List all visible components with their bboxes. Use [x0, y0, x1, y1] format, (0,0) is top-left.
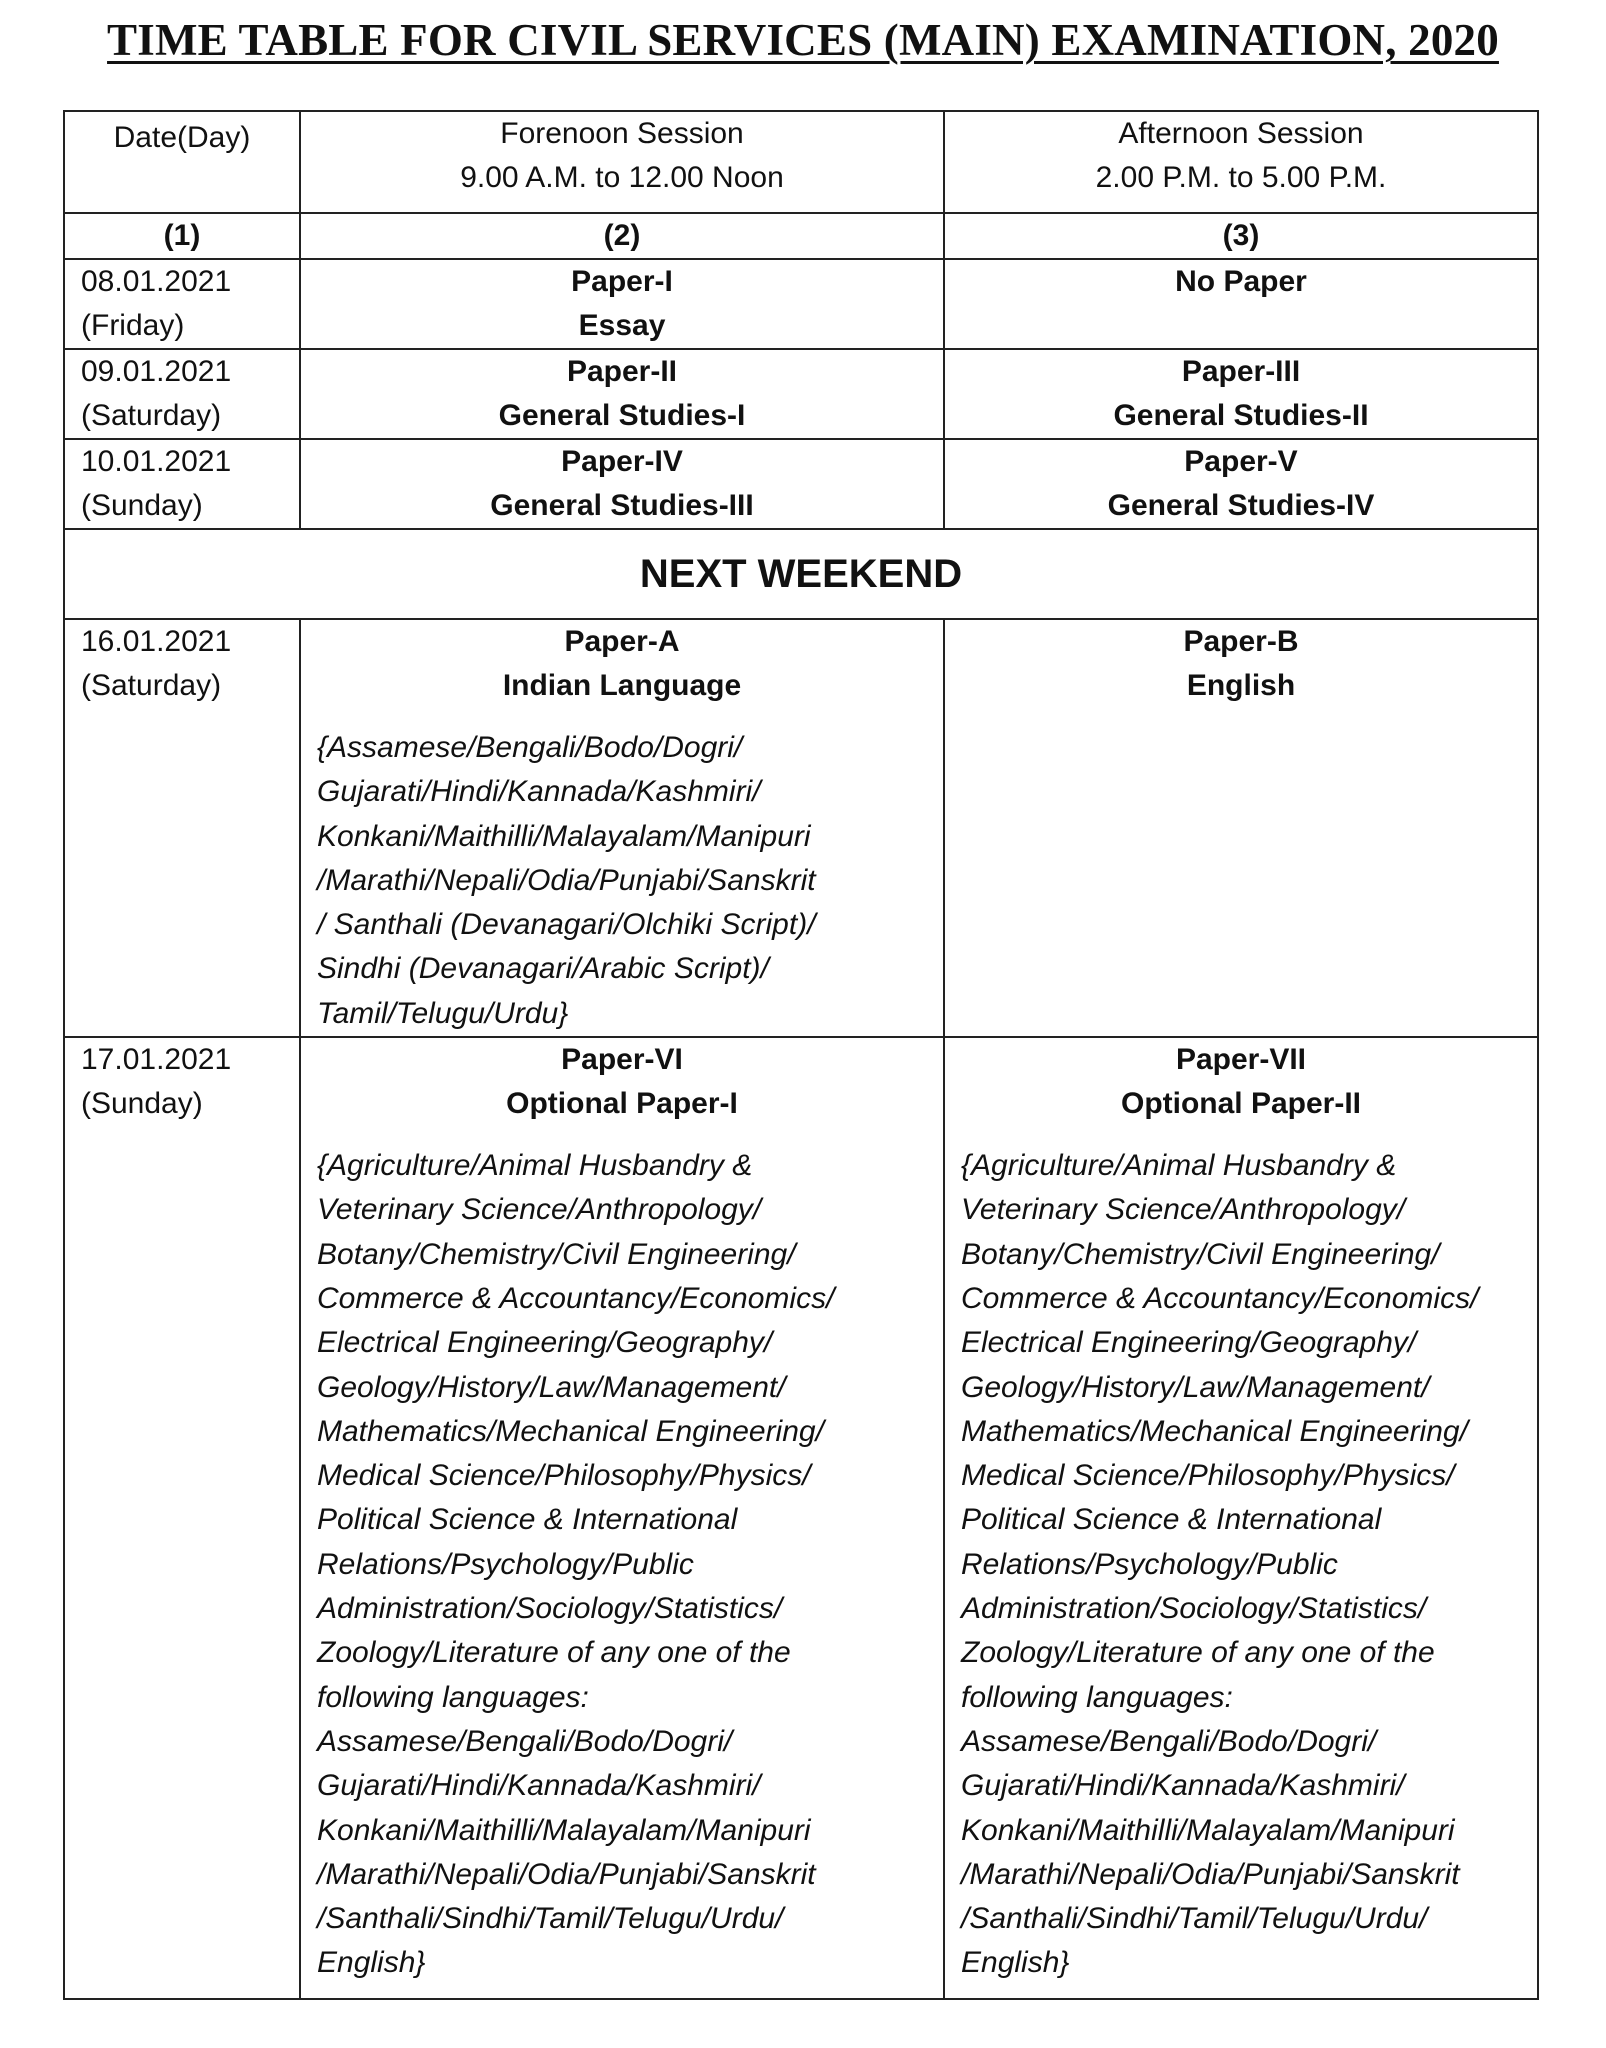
option-line: Konkani/Maithilli/Malayalam/Manipuri: [317, 819, 811, 853]
option-line: English}: [961, 1946, 1070, 1980]
column-number: (2): [300, 213, 944, 259]
optional-subject-list: [317, 1144, 927, 1986]
paper-name: Paper-III: [1181, 355, 1301, 388]
column-number: (3): [944, 213, 1538, 259]
option-line: Gujarati/Hindi/Kannada/Kashmiri/: [317, 1769, 761, 1803]
afternoon-cell: [944, 619, 1538, 1037]
option-line: Geology/History/Law/Management/: [317, 1370, 786, 1404]
table-row: [64, 439, 1538, 529]
header-forenoon-label: Forenoon Session: [500, 117, 744, 150]
table-row: [64, 349, 1538, 439]
header-forenoon: [300, 111, 944, 213]
table-row: [64, 259, 1538, 349]
header-row: [64, 111, 1538, 213]
paper-name: Paper-V: [1184, 445, 1298, 478]
exam-date: 10.01.2021: [81, 445, 232, 478]
option-line: / Santhali (Devanagari/Olchiki Script)/: [317, 908, 816, 942]
exam-day: (Friday): [81, 309, 185, 342]
option-line: Mathematics/Mechanical Engineering/: [317, 1414, 824, 1448]
option-line: Assamese/Bengali/Bodo/Dogri/: [317, 1724, 733, 1758]
option-line: Botany/Chemistry/Civil Engineering/: [961, 1237, 1440, 1271]
option-line: Medical Science/Philosophy/Physics/: [961, 1459, 1455, 1493]
column-number-row: [64, 213, 1538, 259]
option-line: Botany/Chemistry/Civil Engineering/: [317, 1237, 796, 1271]
option-line: Gujarati/Hindi/Kannada/Kashmiri/: [317, 775, 761, 809]
optional-subject-list: [961, 1144, 1521, 1986]
paper-subject: English: [1186, 669, 1296, 702]
option-line: Commerce & Accountancy/Economics/: [961, 1281, 1479, 1315]
option-line: Zoology/Literature of any one of the: [961, 1636, 1435, 1670]
option-line: Konkani/Maithilli/Malayalam/Manipuri: [961, 1813, 1455, 1847]
date-cell: [64, 439, 300, 529]
option-line: following languages:: [961, 1680, 1233, 1714]
date-cell: [64, 619, 300, 1037]
header-date-label: Date(Day): [113, 121, 251, 154]
exam-date: 16.01.2021: [81, 625, 232, 658]
option-line: Medical Science/Philosophy/Physics/: [317, 1459, 811, 1493]
header-afternoon-time: 2.00 P.M. to 5.00 P.M.: [1095, 161, 1387, 194]
table-row: [64, 619, 1538, 1037]
paper-subject: General Studies-I: [498, 399, 746, 432]
option-line: Relations/Psychology/Public: [317, 1547, 694, 1581]
option-line: Electrical Engineering/Geography/: [961, 1326, 1417, 1360]
option-line: Administration/Sociology/Statistics/: [317, 1592, 783, 1626]
option-line: {Agriculture/Animal Husbandry &: [317, 1149, 753, 1183]
option-line: Commerce & Accountancy/Economics/: [317, 1281, 835, 1315]
option-line: /Marathi/Nepali/Odia/Punjabi/Sanskrit: [317, 863, 816, 897]
option-line: Mathematics/Mechanical Engineering/: [961, 1414, 1468, 1448]
option-line: {Assamese/Bengali/Bodo/Dogri/: [317, 731, 743, 764]
option-line: Sindhi (Devanagari/Arabic Script)/: [317, 952, 769, 986]
paper-subject: Optional Paper-II: [1120, 1087, 1362, 1121]
paper-name: Paper-VI: [561, 1043, 683, 1077]
next-weekend-heading: NEXT WEEKEND: [64, 529, 1538, 619]
option-line: following languages:: [317, 1680, 589, 1714]
paper-subject: Essay: [578, 309, 666, 342]
paper-subject: General Studies-II: [1113, 399, 1369, 432]
option-line: Veterinary Science/Anthropology/: [961, 1193, 1406, 1227]
header-afternoon-label: Afternoon Session: [1118, 117, 1364, 150]
afternoon-cell: [944, 259, 1538, 349]
forenoon-cell: [300, 1037, 944, 1999]
option-line: Relations/Psychology/Public: [961, 1547, 1338, 1581]
paper-subject: Optional Paper-I: [506, 1087, 738, 1121]
option-line: /Marathi/Nepali/Odia/Punjabi/Sanskrit: [317, 1857, 816, 1891]
option-line: /Santhali/Sindhi/Tamil/Telugu/Urdu/: [961, 1902, 1428, 1936]
option-line: {Agriculture/Animal Husbandry &: [961, 1149, 1397, 1183]
header-date: [64, 111, 300, 213]
exam-date: 09.01.2021: [81, 355, 232, 388]
paper-name: Paper-VII: [1175, 1043, 1307, 1077]
paper-name: Paper-I: [571, 265, 673, 298]
option-line: /Marathi/Nepali/Odia/Punjabi/Sanskrit: [961, 1857, 1460, 1891]
date-cell: [64, 259, 300, 349]
table-row: [64, 1037, 1538, 1999]
header-afternoon: [944, 111, 1538, 213]
date-cell: [64, 349, 300, 439]
paper-name: Paper-II: [566, 355, 678, 388]
header-forenoon-time: 9.00 A.M. to 12.00 Noon: [460, 161, 784, 194]
timetable: [63, 110, 1539, 2000]
afternoon-cell: [944, 349, 1538, 439]
paper-subject: General Studies-III: [490, 489, 754, 522]
column-number: (1): [64, 213, 300, 259]
forenoon-cell: [300, 619, 944, 1037]
paper-name: No Paper: [1175, 265, 1307, 298]
option-line: Administration/Sociology/Statistics/: [961, 1592, 1427, 1626]
option-line: Tamil/Telugu/Urdu}: [317, 996, 569, 1030]
paper-subject: General Studies-IV: [1107, 489, 1375, 522]
forenoon-cell: [300, 349, 944, 439]
option-line: Konkani/Maithilli/Malayalam/Manipuri: [317, 1813, 811, 1847]
date-cell: [64, 1037, 300, 1999]
paper-subject: Indian Language: [502, 669, 742, 702]
afternoon-cell: [944, 439, 1538, 529]
option-line: Political Science & International: [317, 1503, 738, 1537]
afternoon-cell: [944, 1037, 1538, 1999]
page-title: TIME TABLE FOR CIVIL SERVICES (MAIN) EXAMINATION, 2020: [107, 15, 1499, 65]
option-line: Zoology/Literature of any one of the: [317, 1636, 791, 1670]
option-line: Veterinary Science/Anthropology/: [317, 1193, 762, 1227]
option-line: /Santhali/Sindhi/Tamil/Telugu/Urdu/: [317, 1902, 784, 1936]
exam-date: 17.01.2021: [81, 1043, 232, 1077]
exam-day: (Saturday): [81, 669, 222, 702]
language-options: [317, 726, 927, 1036]
forenoon-cell: [300, 259, 944, 349]
exam-date: 08.01.2021: [81, 265, 232, 298]
option-line: Electrical Engineering/Geography/: [317, 1326, 773, 1360]
exam-day: (Saturday): [81, 399, 222, 432]
paper-name: Paper-B: [1183, 625, 1299, 658]
next-weekend-row: [64, 529, 1538, 619]
option-line: Political Science & International: [961, 1503, 1382, 1537]
paper-name: Paper-IV: [561, 445, 683, 478]
option-line: Geology/History/Law/Management/: [961, 1370, 1430, 1404]
forenoon-cell: [300, 439, 944, 529]
option-line: Assamese/Bengali/Bodo/Dogri/: [961, 1724, 1377, 1758]
paper-name: Paper-A: [564, 625, 680, 658]
option-line: English}: [317, 1946, 426, 1980]
exam-day: (Sunday): [81, 1087, 203, 1121]
option-line: Gujarati/Hindi/Kannada/Kashmiri/: [961, 1769, 1405, 1803]
exam-day: (Sunday): [81, 489, 203, 522]
